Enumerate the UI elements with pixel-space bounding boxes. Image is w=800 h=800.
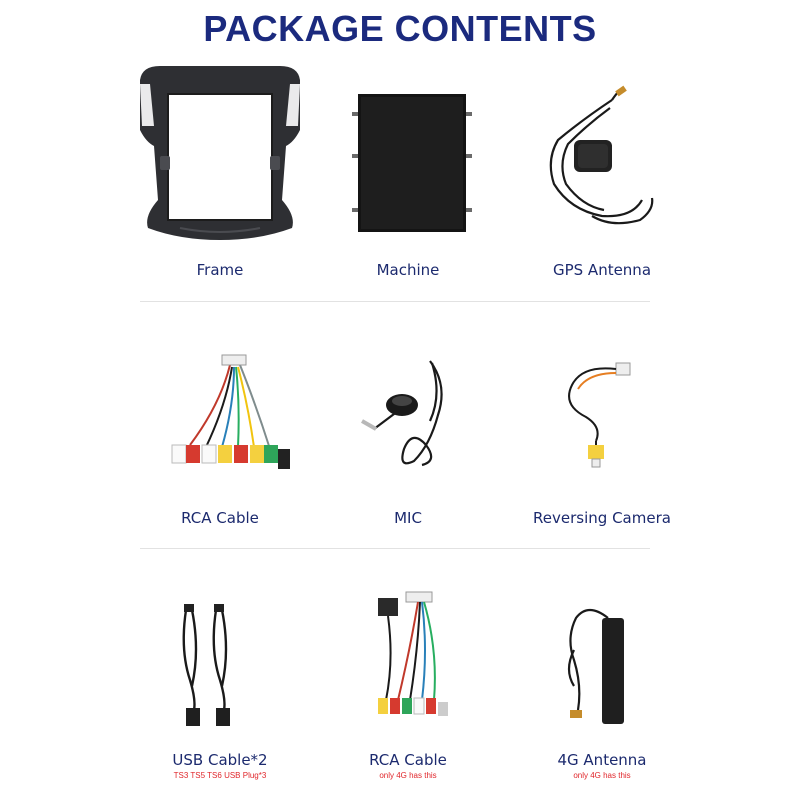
item-mic <box>298 345 518 535</box>
screen-unit-icon <box>298 60 518 260</box>
4g-antenna-icon <box>492 590 712 740</box>
item-label: MIC <box>394 509 422 527</box>
item-label: Machine <box>376 261 440 279</box>
item-label: Frame <box>196 261 244 279</box>
camera-cable-icon <box>492 345 712 495</box>
item-label: Reversing Camera <box>533 509 671 527</box>
item-frame <box>110 60 330 290</box>
item-reversing-camera <box>492 345 712 535</box>
item-note: TS3 TS5 TS6 USB Plug*3 <box>173 771 267 780</box>
rca-4g-harness-icon <box>298 590 518 740</box>
item-label: USB Cable*2 <box>172 751 268 769</box>
item-label: RCA Cable <box>181 509 259 527</box>
item-machine <box>298 60 518 290</box>
item-gps-antenna <box>492 60 712 290</box>
item-label: RCA Cable <box>369 751 447 769</box>
item-rca-cable <box>110 345 330 535</box>
item-label: GPS Antenna <box>552 261 652 279</box>
row-divider <box>140 548 650 549</box>
usb-cables-icon <box>110 590 330 740</box>
microphone-icon <box>298 345 518 495</box>
dash-frame-icon <box>110 60 330 260</box>
item-usb-cable <box>110 590 330 800</box>
item-note: only 4G has this <box>379 771 437 780</box>
rca-harness-icon <box>110 345 330 495</box>
row-divider <box>140 301 650 302</box>
item-note: only 4G has this <box>573 771 631 780</box>
item-rca-cable-4g <box>298 590 518 800</box>
gps-antenna-icon <box>492 60 712 260</box>
item-label: 4G Antenna <box>557 751 647 769</box>
page-title: PACKAGE CONTENTS <box>203 8 597 49</box>
item-4g-antenna <box>492 590 712 800</box>
